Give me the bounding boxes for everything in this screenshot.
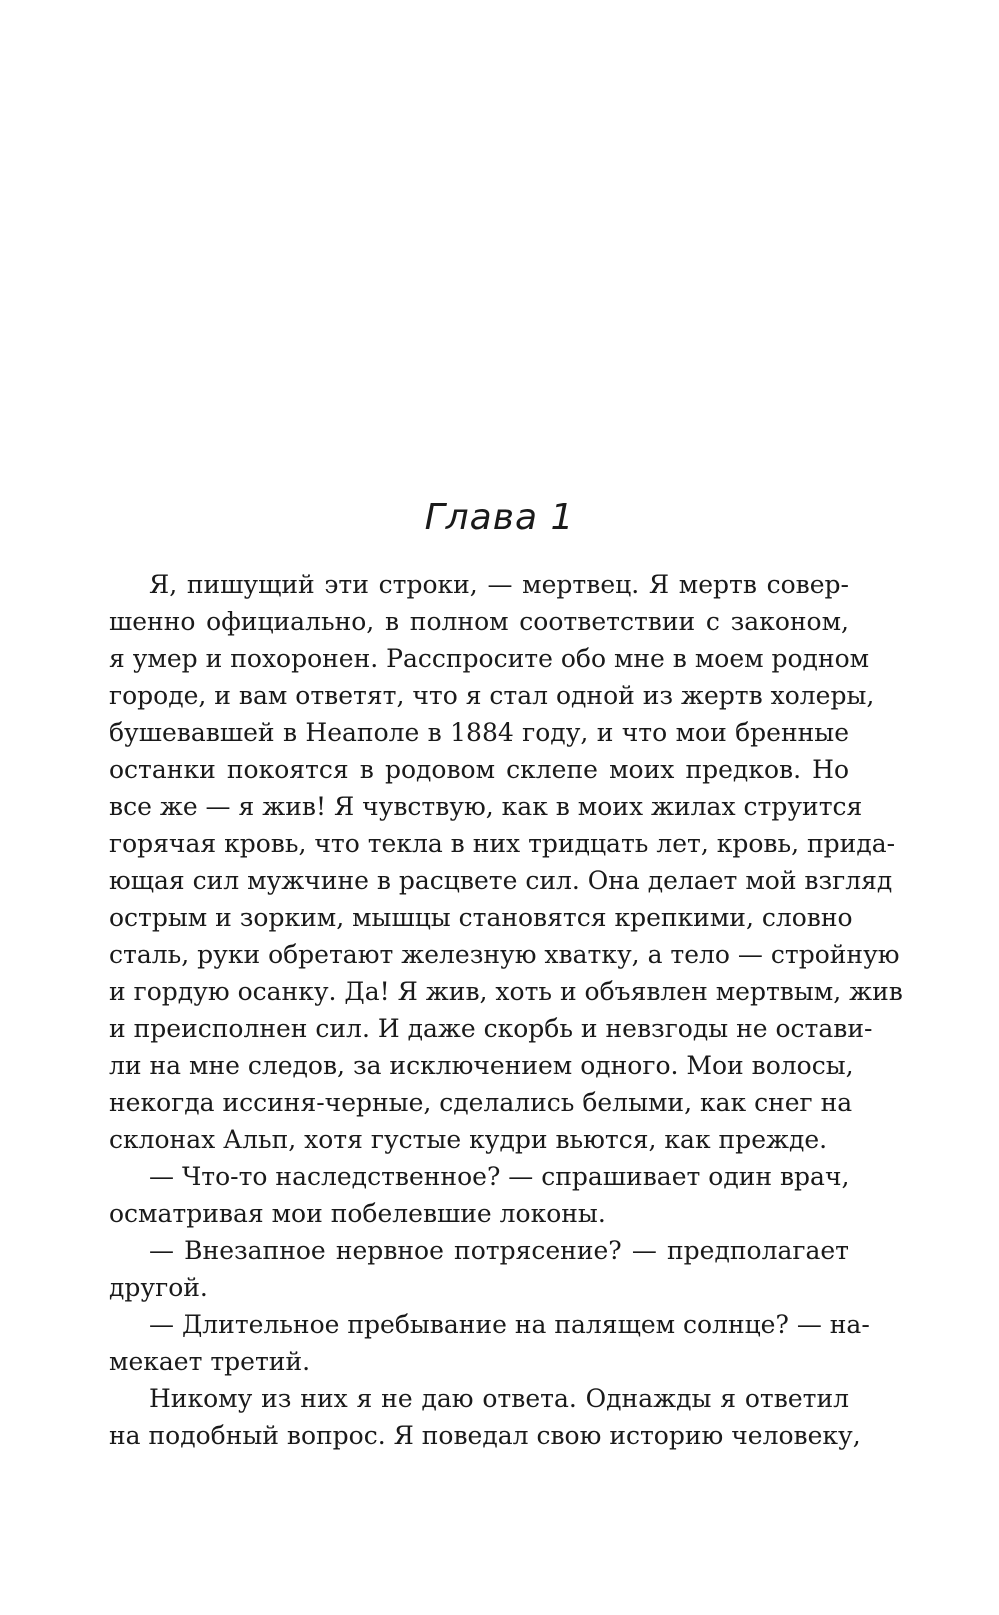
text-line: — Что-то наследственное? — спрашивает один врач, — [149, 1162, 850, 1191]
text-line: другой. — [109, 1273, 208, 1302]
text-line: шенно официально, в полном соответствии с законом, — [109, 607, 849, 636]
text-line: бушевавшей в Неаполе в 1884 году, и что мои бренные — [109, 718, 849, 747]
text-line: ющая сил мужчине в расцвете сил. Она делает мой взгляд — [109, 866, 893, 895]
text-line: Никому из них я не даю ответа. Однажды я ответил — [149, 1384, 849, 1413]
text-line: ли на мне следов, за исключением одного. Мои волосы, — [109, 1051, 854, 1080]
text-line: все же — я жив! Я чувствую, как в моих жилах струится — [109, 792, 863, 821]
text-line: — Длительное пребывание на палящем солнце? — на- — [149, 1310, 870, 1339]
text-line: горячая кровь, что текла в них тридцать лет, кровь, прида- — [109, 829, 896, 858]
text-line: останки покоятся в родовом склепе моих предков. Но — [109, 755, 849, 784]
text-line: городе, и вам ответят, что я стал одной из жертв холеры, — [109, 681, 875, 710]
text-line: и преисполнен сил. И даже скорбь и невзгоды не остави- — [109, 1014, 873, 1043]
chapter-body — [109, 566, 903, 1454]
text-line: осматривая мои побелевшие локоны. — [109, 1199, 606, 1228]
text-line: сталь, руки обретают железную хватку, а тело — стройную — [109, 940, 900, 969]
text-line: Я, пишущий эти строки, — мертвец. Я мертв совер- — [149, 570, 849, 599]
chapter-title: Глава 1 — [424, 497, 575, 538]
text-line: склонах Альп, хотя густые кудри вьются, как прежде. — [109, 1125, 828, 1154]
text-line: острым и зорким, мышцы становятся крепкими, словно — [109, 903, 853, 932]
text-line: и гордую осанку. Да! Я жив, хоть и объявлен мертвым, жив — [109, 977, 903, 1006]
text-line: мекает третий. — [109, 1347, 311, 1376]
text-line: — Внезапное нервное потрясение? — предполагает — [149, 1236, 849, 1265]
text-line: я умер и похоронен. Расспросите обо мне в моем родном — [109, 644, 870, 673]
text-line: некогда иссиня-черные, сделались белыми, как снег на — [109, 1088, 853, 1117]
text-line: на подобный вопрос. Я поведал свою историю человеку, — [109, 1421, 861, 1450]
